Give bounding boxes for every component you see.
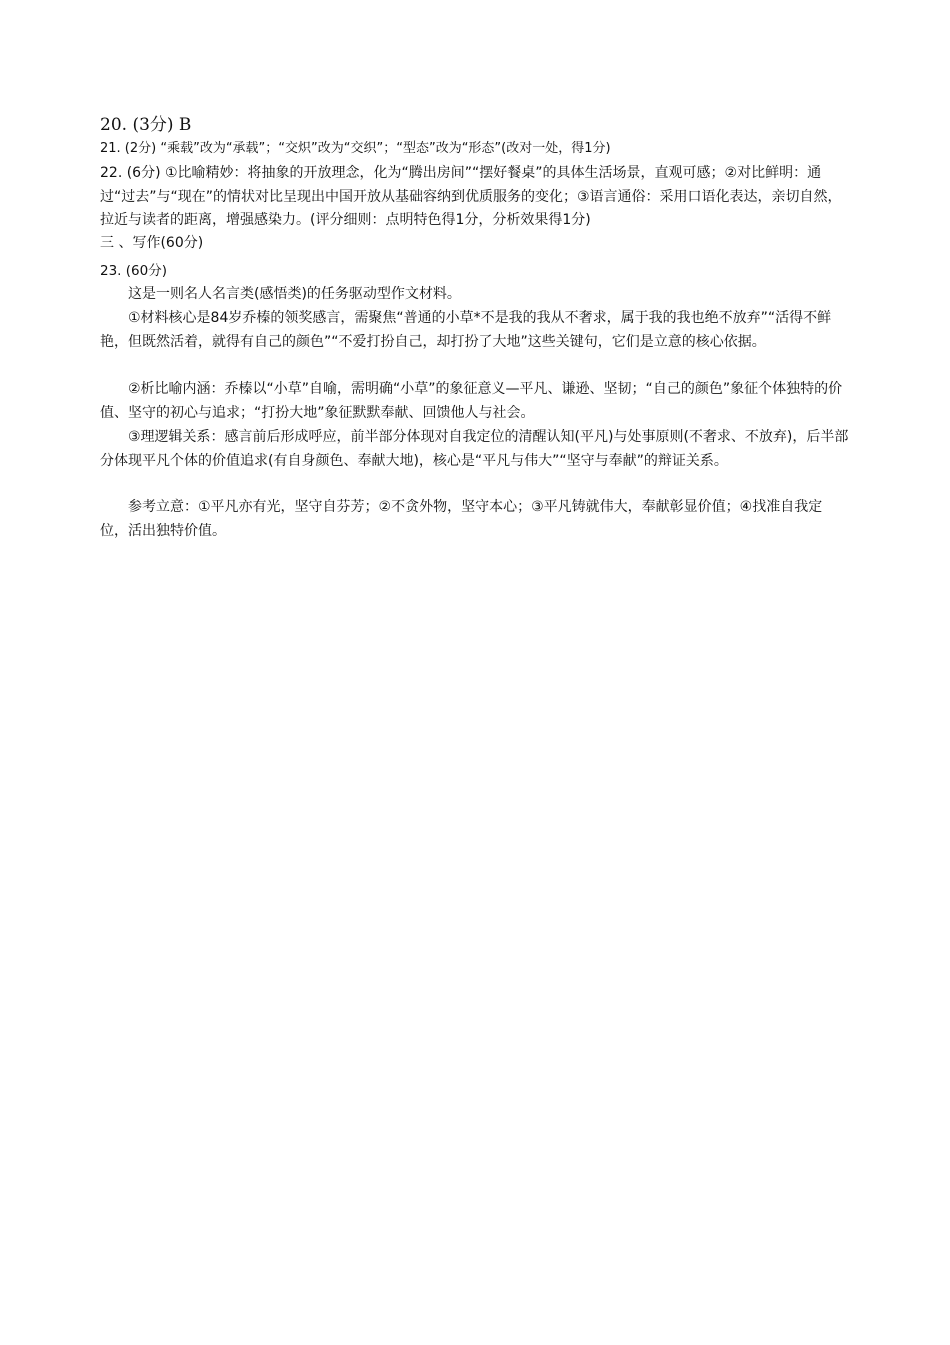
answer-20: 20. (3分) B [100, 115, 192, 135]
section-heading-writing: 三 、写作(60分) [100, 235, 204, 251]
answer-23-reference-themes: 参考立意：①平凡亦有光，坚守自芬芳；②不贪外物，坚守本心；③平凡铸就伟大，奉献彰显价值；④找准自我定位，活出独特价值。 [100, 499, 823, 539]
answer-23-heading: 23. (60分) [100, 263, 167, 279]
answer-23-point-3: ③理逻辑关系：感言前后形成呼应，前半部分体现对自我定位的清醒认知(平凡)与处事原则(不奢求、不放弃)，后半部分体现平凡个体的价值追求(有自身颜色、奉献大地)，核心是“平凡与伟大”“坚守与奉献”的辩证关系。 [100, 429, 849, 469]
answer-23-point-2: ②析比喻内涵：乔榛以“小草”自喻，需明确“小草”的象征意义—平凡、谦逊、坚韧；“自己的颜色”象征个体独特的价值、坚守的初心与追求；“打扮大地”象征默默奉献、回馈他人与社会。 [100, 381, 843, 421]
answer-23-point-1: ①材料核心是84岁乔榛的领奖感言，需聚焦“普通的小草*不是我的我从不奢求，属于我的我也绝不放弃”“活得不鲜艳，但既然活着，就得有自己的颜色”“不爱打扮自己，却打扮了大地”这些关键句，它们是立意的核心依据。 [100, 310, 832, 350]
answer-23-intro: 这是一则名人名言类(感悟类)的任务驱动型作文材料。 [128, 286, 461, 302]
answer-21: 21. (2分) “乘载”改为“承载”；“交炽”改为“交织”；“型态”改为“形态”(改对一处，得1分) [100, 141, 611, 156]
answer-22: 22. (6分) ①比喻精妙：将抽象的开放理念，化为“腾出房间”“摆好餐桌”的具体生活场景，直观可感；②对比鲜明：通过“过去”与“现在”的情状对比呈现出中国开放从基础容纳到优质服务的变化；③语言通俗：采用口语化表达，亲切自然，拉近与读者的距离，增强感染力。(评分细则：点明特色得1分，分析效果得1分) [100, 165, 842, 228]
